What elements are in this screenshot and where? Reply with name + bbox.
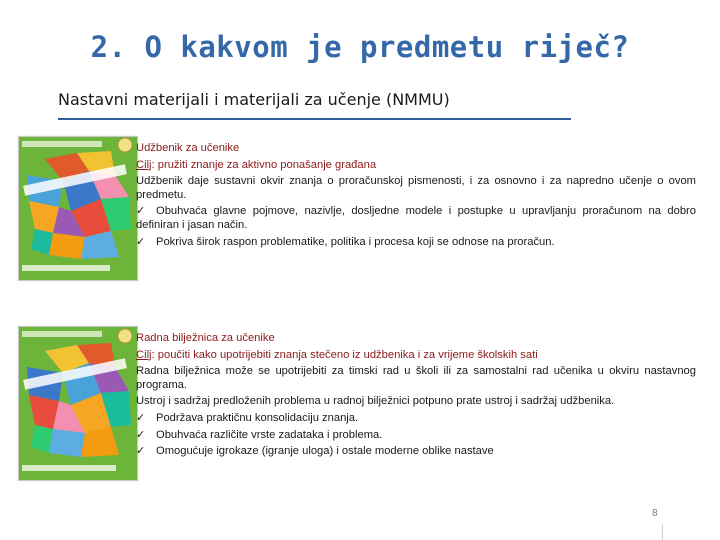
textbook-description bbox=[136, 142, 696, 252]
check-mark-icon: ✓ bbox=[136, 445, 146, 458]
textbook-cover-art bbox=[19, 137, 137, 280]
textbook-check-text: Pokriva širok raspon problematike, politika i procesa koji se odnose na proračun. bbox=[156, 235, 555, 248]
workbook-heading: Radna bilježnica za učenike bbox=[136, 332, 275, 344]
textbook-paragraph: Udžbenik daje sustavni okvir znanja o proračunskoj pismenosti, i za osnovno i za napredno učenje o ovom predmetu. bbox=[136, 175, 696, 201]
workbook-check-item bbox=[136, 412, 696, 426]
slide-title: 2. O kakvom je predmetu riječ? bbox=[90, 30, 630, 64]
workbook-description bbox=[136, 332, 696, 462]
textbook-goal-text: pružiti znanje za aktivno ponašanje građana bbox=[154, 158, 377, 171]
textbook-cover-icon bbox=[18, 136, 138, 281]
textbook-check-text: Obuhvaća glavne pojmove, nazivlje, dosljedne modele i postupke u upravljanju proračunom na dobro definiran i jasan način. bbox=[136, 205, 696, 231]
workbook-check-text: Obuhvaća različite vrste zadataka i problema. bbox=[156, 428, 383, 441]
page-number: 8 bbox=[652, 508, 658, 519]
workbook-check-text: Omogućuje igrokaze (igranje uloga) i ostale moderne oblike nastave bbox=[156, 445, 494, 458]
textbook-check-item bbox=[136, 236, 696, 250]
check-mark-icon: ✓ bbox=[136, 411, 146, 424]
check-mark-icon: ✓ bbox=[136, 205, 146, 218]
workbook-cover-art bbox=[19, 327, 137, 480]
slide-subtitle: Nastavni materijali i materijali za učenje (NMMU) bbox=[58, 90, 450, 109]
workbook-cover-icon bbox=[18, 326, 138, 481]
check-mark-icon: ✓ bbox=[136, 428, 146, 441]
subtitle-underline bbox=[58, 118, 571, 120]
workbook-paragraph: Radna bilježnica može se upotrijebiti za timski rad u školi ili za samostalni rad učenika u okviru nastavnog programa. bbox=[136, 365, 696, 391]
workbook-paragraph: Ustroj i sadržaj predloženih problema u radnoj bilježnici potpuno prate ustroj i sadržaj udžbenika. bbox=[136, 395, 615, 408]
workbook-check-text: Podržava praktičnu konsolidaciju znanja. bbox=[156, 411, 359, 424]
textbook-heading: Udžbenik za učenike bbox=[136, 142, 240, 154]
workbook-goal-label: Cilj bbox=[136, 348, 152, 361]
page-number-divider bbox=[662, 524, 663, 540]
workbook-goal-text: poučiti kako upotrijebiti znanja stečeno iz udžbenika i za vrijeme školskih sati bbox=[154, 348, 538, 361]
textbook-goal-separator: : bbox=[151, 158, 155, 171]
textbook-check-item bbox=[136, 205, 696, 232]
workbook-check-item bbox=[136, 429, 696, 443]
check-mark-icon: ✓ bbox=[136, 235, 146, 248]
workbook-goal-separator: : bbox=[151, 348, 155, 361]
textbook-goal-label: Cilj bbox=[136, 158, 152, 171]
workbook-check-item bbox=[136, 445, 696, 459]
